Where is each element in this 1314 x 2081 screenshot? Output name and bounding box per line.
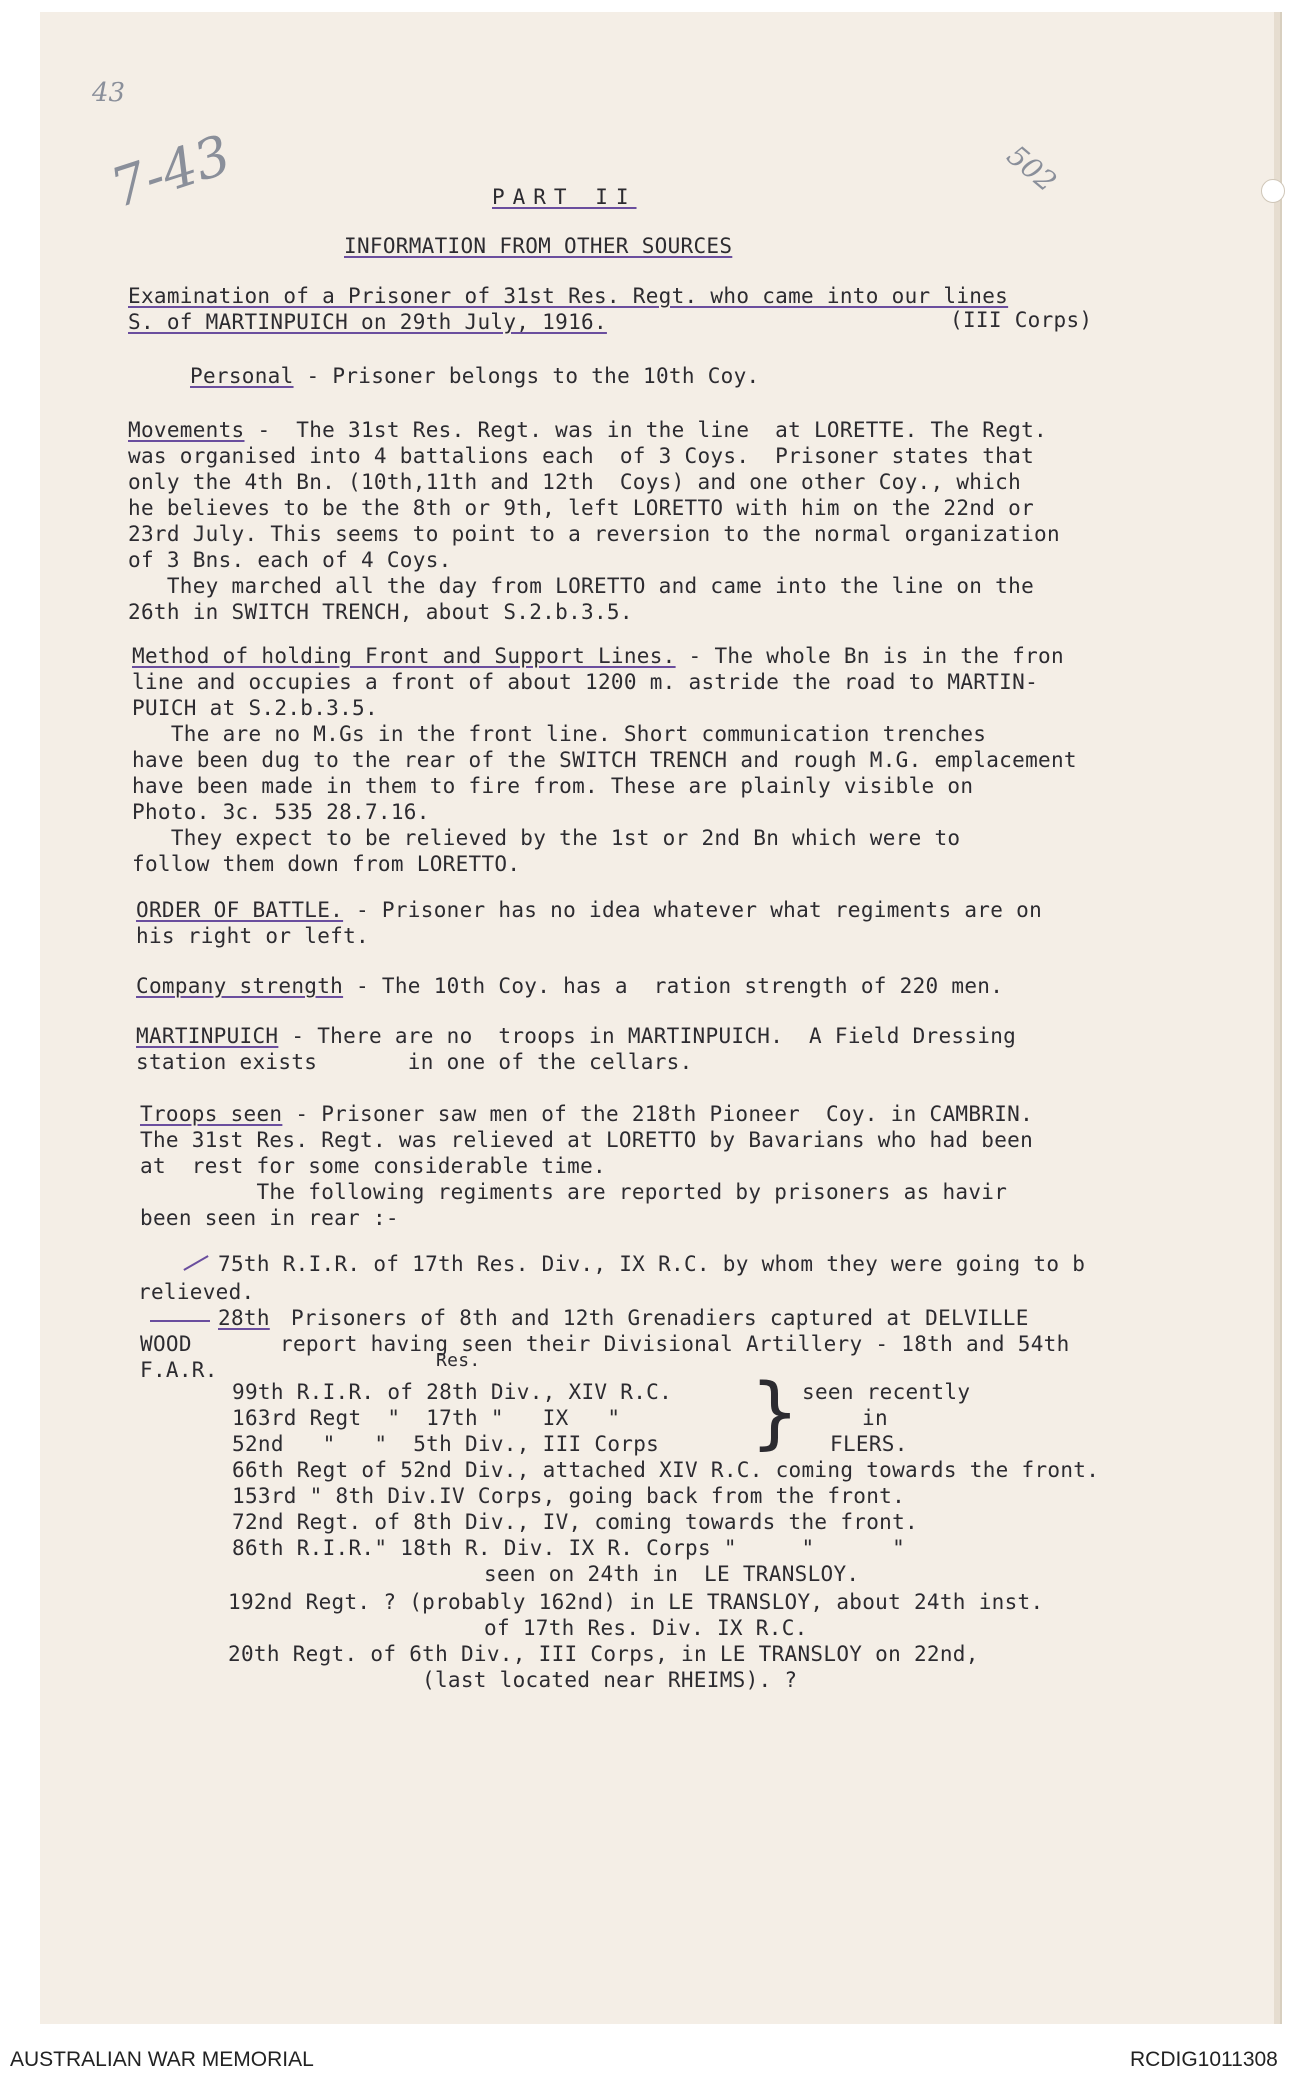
regiment-28th-text: Prisoners of 8th and 12th Grenadiers captured at DELVILLE bbox=[278, 1306, 1029, 1330]
method-text: - The whole Bn is in the fron bbox=[675, 644, 1064, 668]
company-text: - The 10th Coy. has a ration strength of 220 men. bbox=[343, 974, 1004, 998]
order-label: ORDER OF BATTLE. bbox=[136, 898, 344, 922]
folio-number: 43 bbox=[92, 78, 126, 108]
bracket-mark bbox=[150, 1320, 210, 1322]
troops-line-2: The 31st Res. Regt. was relieved at LORETTO by Bavarians who had been bbox=[140, 1128, 1034, 1152]
movements-text: - The 31st Res. Regt. was in the line at LORETTE. The Regt. bbox=[244, 418, 1047, 442]
movements-line-7: They marched all the day from LORETTO and came into the line on the bbox=[128, 574, 1035, 598]
regiment-153rd: 153rd " 8th Div.IV Corps, going back from the front. bbox=[232, 1484, 906, 1508]
regiment-66th: 66th Regt of 52nd Div., attached XIV R.C. coming towards the front. bbox=[232, 1458, 1100, 1482]
exam-corps: (III Corps) bbox=[950, 308, 1093, 332]
troops-line-5: been seen in rear :- bbox=[140, 1206, 399, 1230]
company-label: Company strength bbox=[136, 974, 344, 998]
martinpuich-line-1 bbox=[136, 1024, 1016, 1048]
method-line-8: They expect to be relieved by the 1st or 2nd Bn which were to bbox=[132, 826, 961, 850]
method-line-9: follow them down from LORETTO. bbox=[132, 852, 521, 876]
movements-line-5: 23rd July. This seems to point to a reversion to the normal organization bbox=[128, 522, 1060, 546]
method-line-6: have been made in them to fire from. These are plainly visible on bbox=[132, 774, 974, 798]
regiment-28th: 28th bbox=[218, 1306, 270, 1330]
seen-flers: FLERS. bbox=[830, 1432, 908, 1456]
exam-line-2: S. of MARTINPUICH on 29th July, 1916. bbox=[128, 310, 607, 334]
seen-recently: seen recently bbox=[802, 1380, 971, 1404]
regiment-52nd: 52nd " " 5th Div., III Corps bbox=[232, 1432, 660, 1456]
footer-left: AUSTRALIAN WAR MEMORIAL bbox=[10, 2048, 314, 2071]
martinpuich-text: - There are no troops in MARTINPUICH. A Field Dressing bbox=[278, 1024, 1017, 1048]
troops-line-4: The following regiments are reported by prisoners as havir bbox=[140, 1180, 1008, 1204]
part-heading: PART II bbox=[492, 185, 637, 209]
martinpuich-label: MARTINPUICH bbox=[136, 1024, 279, 1048]
far-text: F.A.R. bbox=[140, 1358, 218, 1382]
regiment-86th: 86th R.I.R." 18th R. Div. IX R. Corps " " " bbox=[232, 1536, 906, 1560]
order-text: - Prisoner has no idea whatever what regiments are on bbox=[343, 898, 1043, 922]
regiment-86th-seen: seen on 24th in LE TRANSLOY. bbox=[484, 1562, 860, 1586]
footer-right: RCDIG1011308 bbox=[1130, 2048, 1278, 2071]
brace-symbol: } bbox=[750, 1368, 800, 1458]
exam-line-1: Examination of a Prisoner of 31st Res. Regt. who came into our lines bbox=[128, 284, 1009, 308]
method-line-5: have been dug to the rear of the SWITCH TRENCH and rough M.G. emplacement bbox=[132, 748, 1077, 772]
martinpuich-line-2: station exists in one of the cellars. bbox=[136, 1050, 693, 1074]
method-line-1 bbox=[132, 644, 1064, 668]
regiment-20th: 20th Regt. of 6th Div., III Corps, in LE TRANSLOY on 22nd, bbox=[228, 1642, 979, 1666]
method-line-2: line and occupies a front of about 1200 m. astride the road to MARTIN- bbox=[132, 670, 1039, 694]
movements-line-4: he believes to be the 8th or 9th, left LORETTO with him on the 22nd or bbox=[128, 496, 1035, 520]
company-paragraph bbox=[136, 974, 1003, 998]
movements-line-8: 26th in SWITCH TRENCH, about S.2.b.3.5. bbox=[128, 600, 633, 624]
regiment-20th-note: (last located near RHEIMS). ? bbox=[422, 1668, 798, 1692]
troops-label: Troops seen bbox=[140, 1102, 283, 1126]
regiment-99th: 99th R.I.R. of 28th Div., XIV R.C. bbox=[232, 1380, 673, 1404]
method-label: Method of holding Front and Support Lines. bbox=[132, 644, 676, 668]
movements-line-3: only the 4th Bn. (10th,11th and 12th Coys) and one other Coy., which bbox=[128, 470, 1022, 494]
regiment-192nd-div: of 17th Res. Div. IX R.C. bbox=[484, 1616, 808, 1640]
regiment-163rd: 163rd Regt " 17th " IX " bbox=[232, 1406, 621, 1430]
troops-line-1 bbox=[140, 1102, 1033, 1126]
punch-hole bbox=[1261, 179, 1285, 203]
regiment-75th: 75th R.I.R. of 17th Res. Div., IX R.C. by whom they were going to b bbox=[218, 1252, 1086, 1276]
regiment-72nd: 72nd Regt. of 8th Div., IV, coming towards the front. bbox=[232, 1510, 918, 1534]
personal-paragraph bbox=[190, 364, 760, 388]
order-line-2: his right or left. bbox=[136, 924, 369, 948]
res-annotation: Res. bbox=[436, 1350, 481, 1371]
troops-text: - Prisoner saw men of the 218th Pioneer Coy. in CAMBRIN. bbox=[282, 1102, 1034, 1126]
movements-line-6: of 3 Bns. each of 4 Coys. bbox=[128, 548, 452, 572]
regiment-192nd: 192nd Regt. ? (probably 162nd) in LE TRANSLOY, about 24th inst. bbox=[228, 1590, 1044, 1614]
movements-line-1 bbox=[128, 418, 1047, 442]
method-line-3: PUICH at S.2.b.3.5. bbox=[132, 696, 378, 720]
troops-line-3: at rest for some considerable time. bbox=[140, 1154, 606, 1178]
wood-text: WOOD bbox=[140, 1332, 192, 1356]
seen-in: in bbox=[862, 1406, 888, 1430]
pencil-annotation: 7-43 bbox=[103, 122, 239, 221]
wood-report-text: report having seen their Divisional Artillery - 18th and 54th bbox=[280, 1332, 1070, 1356]
personal-label: Personal bbox=[190, 364, 294, 388]
section-subtitle: INFORMATION FROM OTHER SOURCES bbox=[344, 234, 733, 258]
personal-text: - Prisoner belongs to the 10th Coy. bbox=[293, 364, 760, 388]
relieved-text: relieved. bbox=[138, 1280, 255, 1304]
movements-label: Movements bbox=[128, 418, 245, 442]
method-line-7: Photo. 3c. 535 28.7.16. bbox=[132, 800, 430, 824]
order-line-1 bbox=[136, 898, 1042, 922]
movements-line-2: was organised into 4 battalions each of 3 Coys. Prisoner states that bbox=[128, 444, 1035, 468]
method-line-4: The are no M.Gs in the front line. Short communication trenches bbox=[132, 722, 987, 746]
page-number-annotation: 502 bbox=[1000, 138, 1063, 199]
